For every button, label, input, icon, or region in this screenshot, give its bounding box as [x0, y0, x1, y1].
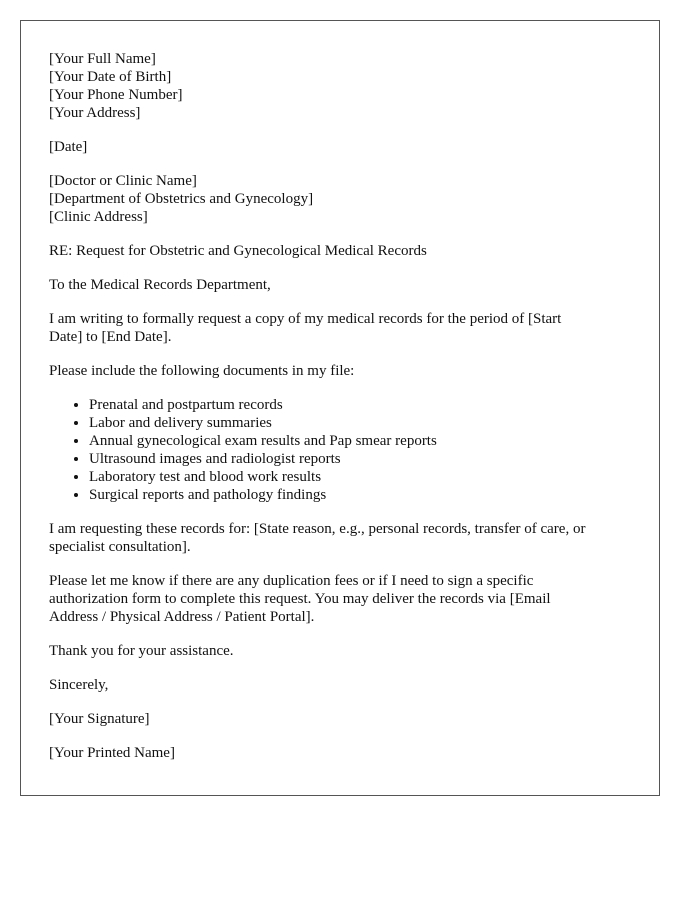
- closing: Sincerely,: [49, 677, 109, 693]
- list-item: • Ultrasound images and radiologist reports: [89, 450, 639, 468]
- list-item: • Prenatal and postpartum records: [89, 396, 639, 414]
- include-intro: Please include the following documents in my file:: [49, 363, 355, 379]
- letter-date: [Date]: [49, 139, 88, 155]
- sender-dob: [Your Date of Birth]: [49, 69, 172, 85]
- fees-line: Please let me know if there are any duplication fees or if I need to sign a specific: [49, 573, 534, 589]
- printed-name: [Your Printed Name]: [49, 745, 175, 761]
- reason-line: specialist consultation].: [49, 539, 191, 555]
- letter-page: [20, 20, 660, 796]
- thanks-line: Thank you for your assistance.: [49, 643, 234, 659]
- documents-list: [49, 396, 639, 504]
- sender-phone: [Your Phone Number]: [49, 87, 183, 103]
- recipient-name: [Doctor or Clinic Name]: [49, 173, 197, 189]
- sender-full-name: [Your Full Name]: [49, 51, 156, 67]
- intro-line: I am writing to formally request a copy of my medical records for the period of [Start: [49, 311, 562, 327]
- reason-line: I am requesting these records for: [State reason, e.g., personal records, transfer of care, or: [49, 521, 586, 537]
- fees-line: authorization form to complete this request. You may deliver the records via [Email: [49, 591, 551, 607]
- list-item: • Laboratory test and blood work results: [89, 468, 639, 486]
- salutation: To the Medical Records Department,: [49, 277, 271, 293]
- letter-content: [49, 50, 639, 778]
- list-item: • Surgical reports and pathology findings: [89, 486, 639, 504]
- list-item: • Labor and delivery summaries: [89, 414, 639, 432]
- reason-paragraph: [49, 520, 639, 556]
- signature: [Your Signature]: [49, 711, 150, 727]
- subject-line: RE: Request for Obstetric and Gynecological Medical Records: [49, 243, 427, 259]
- intro-line: Date] to [End Date].: [49, 329, 172, 345]
- intro-paragraph: [49, 310, 639, 346]
- fees-paragraph: [49, 572, 639, 626]
- recipient-address: [Clinic Address]: [49, 209, 148, 225]
- sender-block: [49, 50, 639, 122]
- recipient-block: [49, 172, 639, 226]
- sender-address: [Your Address]: [49, 105, 141, 121]
- list-item: • Annual gynecological exam results and Pap smear reports: [89, 432, 639, 450]
- fees-line: Address / Physical Address / Patient Portal].: [49, 609, 315, 625]
- recipient-department: [Department of Obstetrics and Gynecology]: [49, 191, 314, 207]
